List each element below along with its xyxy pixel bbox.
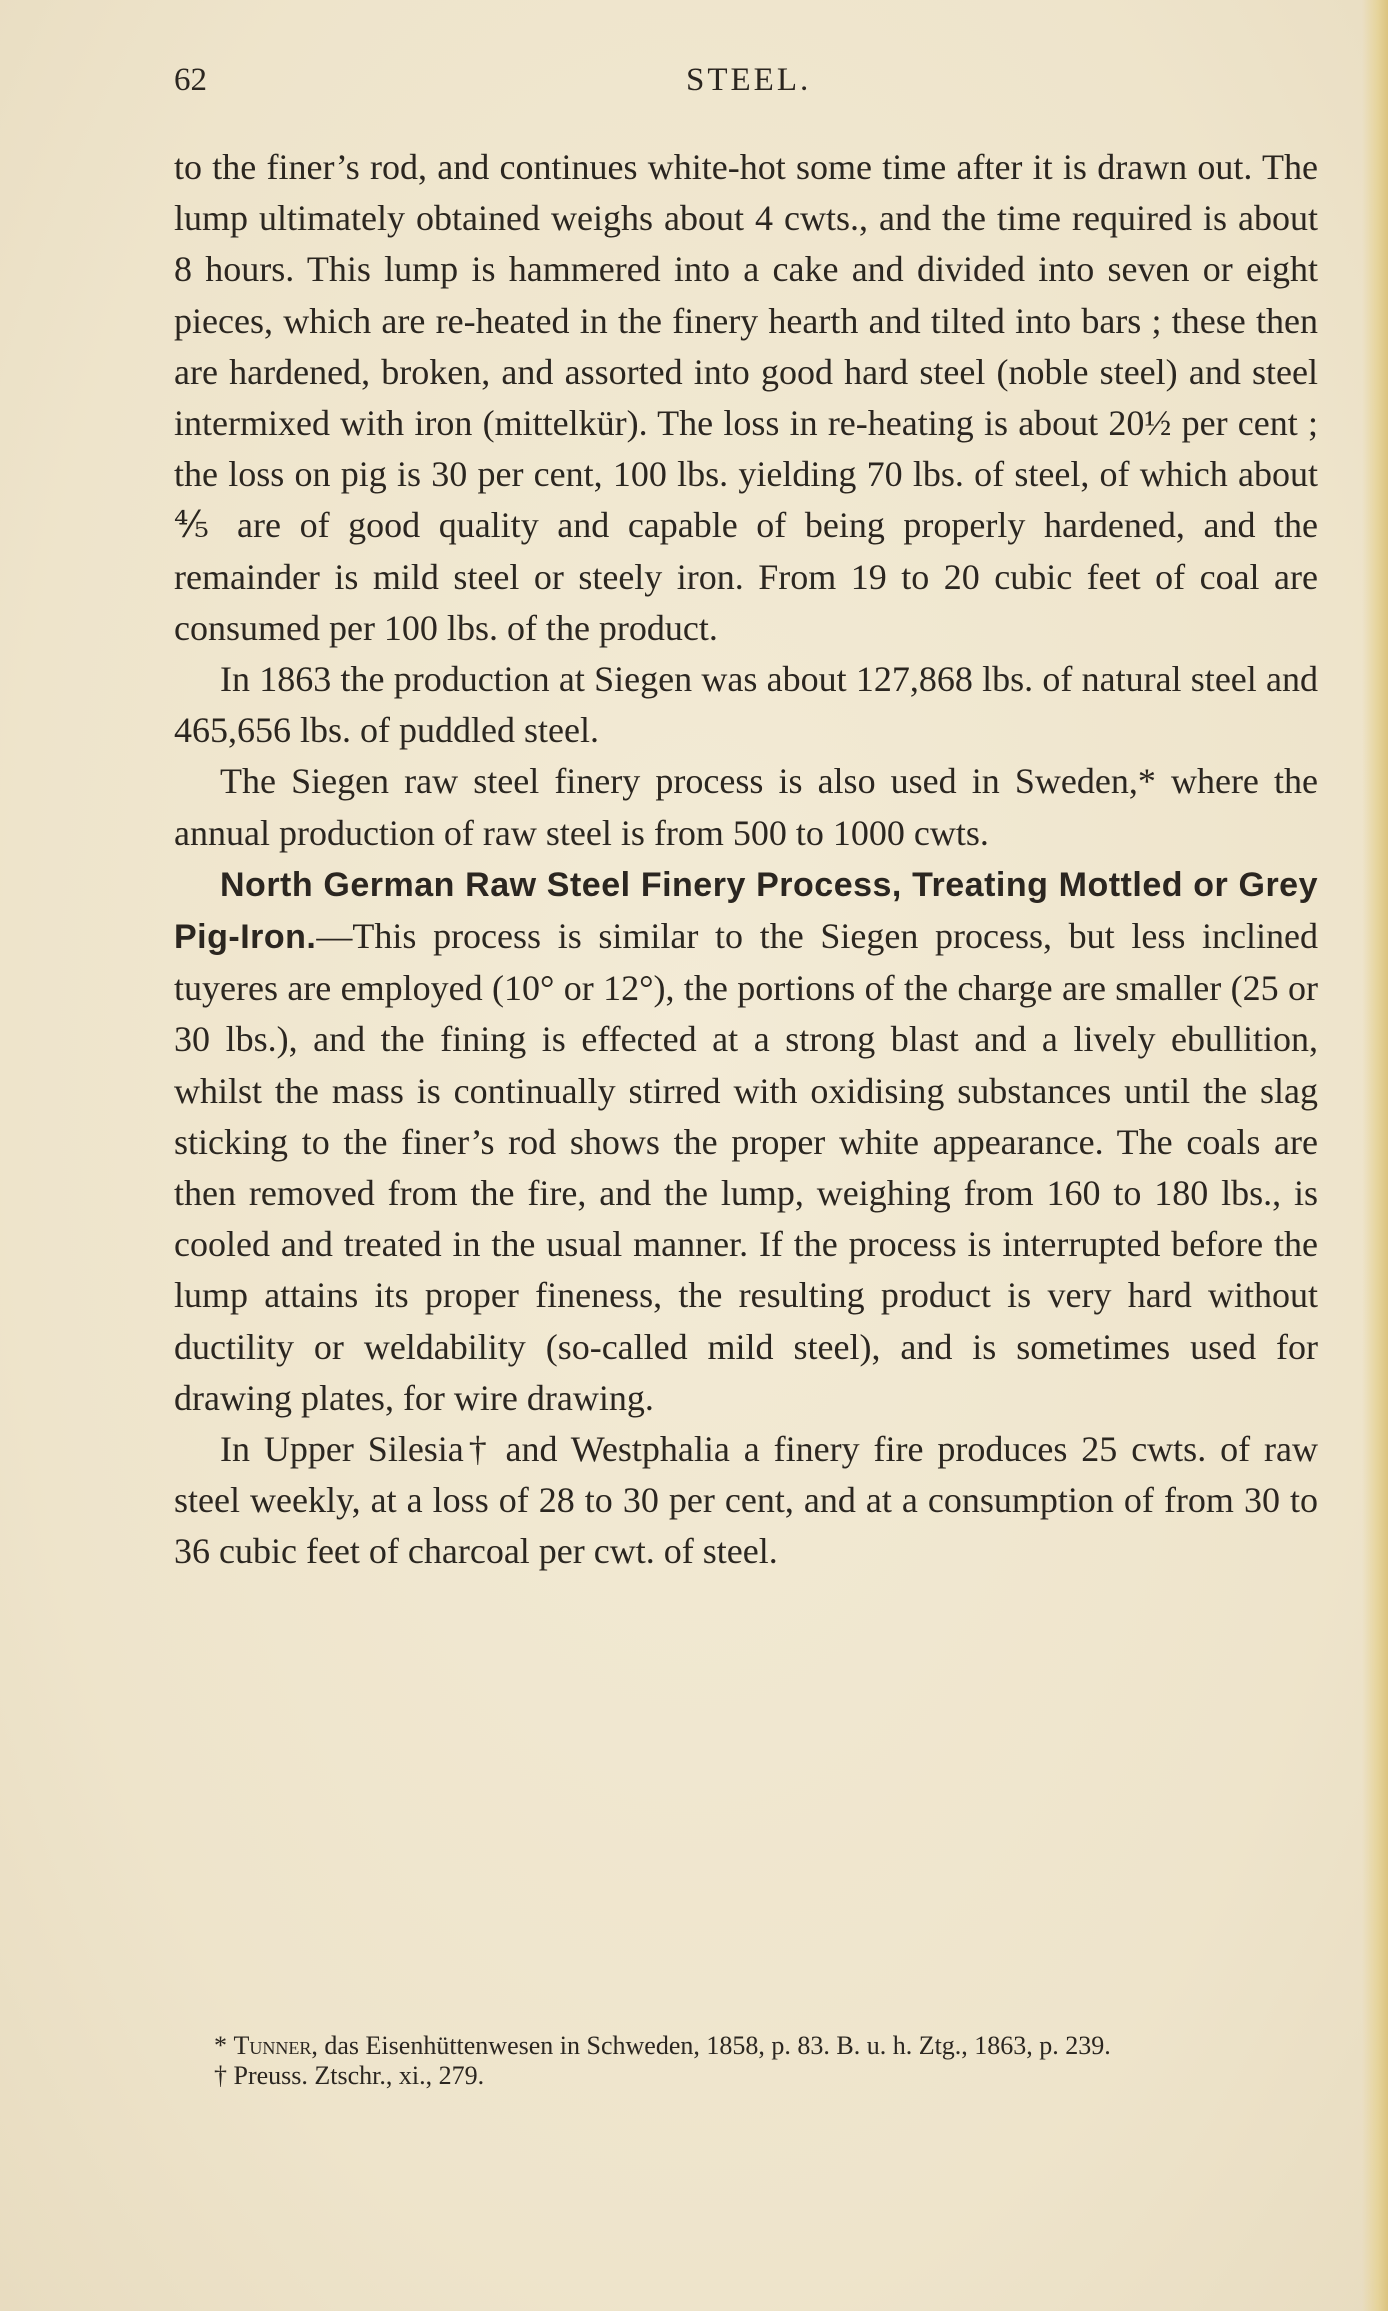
footnote-1-author: Tunner <box>233 2031 312 2060</box>
paragraph-3: The Siegen raw steel finery process is also used in Sweden,* where the annual production of raw steel is from 500 to 1000 cwts. <box>174 761 1318 853</box>
page-number: 62 <box>174 62 207 98</box>
section-heading: North German Raw Steel Finery Process, Treating Mottled or Grey Pig-Iron. <box>174 865 1318 957</box>
paragraph-2: In 1863 the production at Siegen was about 127,868 lbs. of natural steel and 465,656 lbs. of puddled steel. <box>174 659 1318 751</box>
footnote-1-text: , das Eisenhüttenwesen in Schweden, 1858, p. 83. B. u. h. Ztg., 1863, p. 239. <box>311 2031 1111 2060</box>
page-edge <box>1362 0 1388 2311</box>
footnote-2-marker: † <box>214 2061 234 2090</box>
footnote-2-text: Preuss. Ztschr., xi., 279. <box>233 2061 485 2090</box>
paragraph-4-text: —This process is similar to the Siegen process, but less inclined tuyeres are employed (10° or 12°), the portions of the charge are smaller (25 or 30 lbs.), and the fining is effected at a strong blast and a lively ebullition, whilst the mass is continually stirred with oxidising substances until the slag sticking to the finer’s rod shows the proper white appearance. The coals are then removed from the fire, and the lump, weighing from 160 to 180 lbs., is cooled and treated in the usual manner. If the process is interrupted before the lump attains its proper fineness, the resulting product is very hard without ductility or weldability (so-called mild steel), and is sometimes used for drawing plates, for wire drawing. <box>174 916 1318 1418</box>
paragraph-5: In Upper Silesia† and Westphalia a finery fire produces 25 cwts. of raw steel weekly, at a loss of 28 to 30 per cent, and at a consumption of from 30 to 36 cubic feet of charcoal per cwt. of steel. <box>174 1429 1318 1572</box>
body-text <box>174 142 1318 1578</box>
page-header <box>174 62 1318 112</box>
footnote-1 <box>174 2031 1318 2061</box>
paragraph-4 <box>174 859 1318 1424</box>
footnote-2 <box>174 2061 1318 2091</box>
paragraph-1: to the finer’s rod, and continues white-hot some time after it is drawn out. The lump ultimately obtained weighs about 4 cwts., and the time required is about 8 hours. This lump is hammered into a cake and divided into seven or eight pieces, which are re-heated in the finery hearth and tilted into bars ; these then are hardened, broken, and assorted into good hard steel (noble steel) and steel intermixed with iron (mittelkür). The loss in re-heating is about 20½ per cent ; the loss on pig is 30 per cent, 100 lbs. yielding 70 lbs. of steel, of which about ⅘ are of good quality and capable of being properly hardened, and the remainder is mild steel or steely iron. From 19 to 20 cubic feet of coal are consumed per 100 lbs. of the product. <box>174 147 1318 648</box>
footnotes <box>174 2031 1318 2091</box>
footnote-1-marker: * <box>214 2031 234 2060</box>
running-title: STEEL. <box>686 62 812 98</box>
